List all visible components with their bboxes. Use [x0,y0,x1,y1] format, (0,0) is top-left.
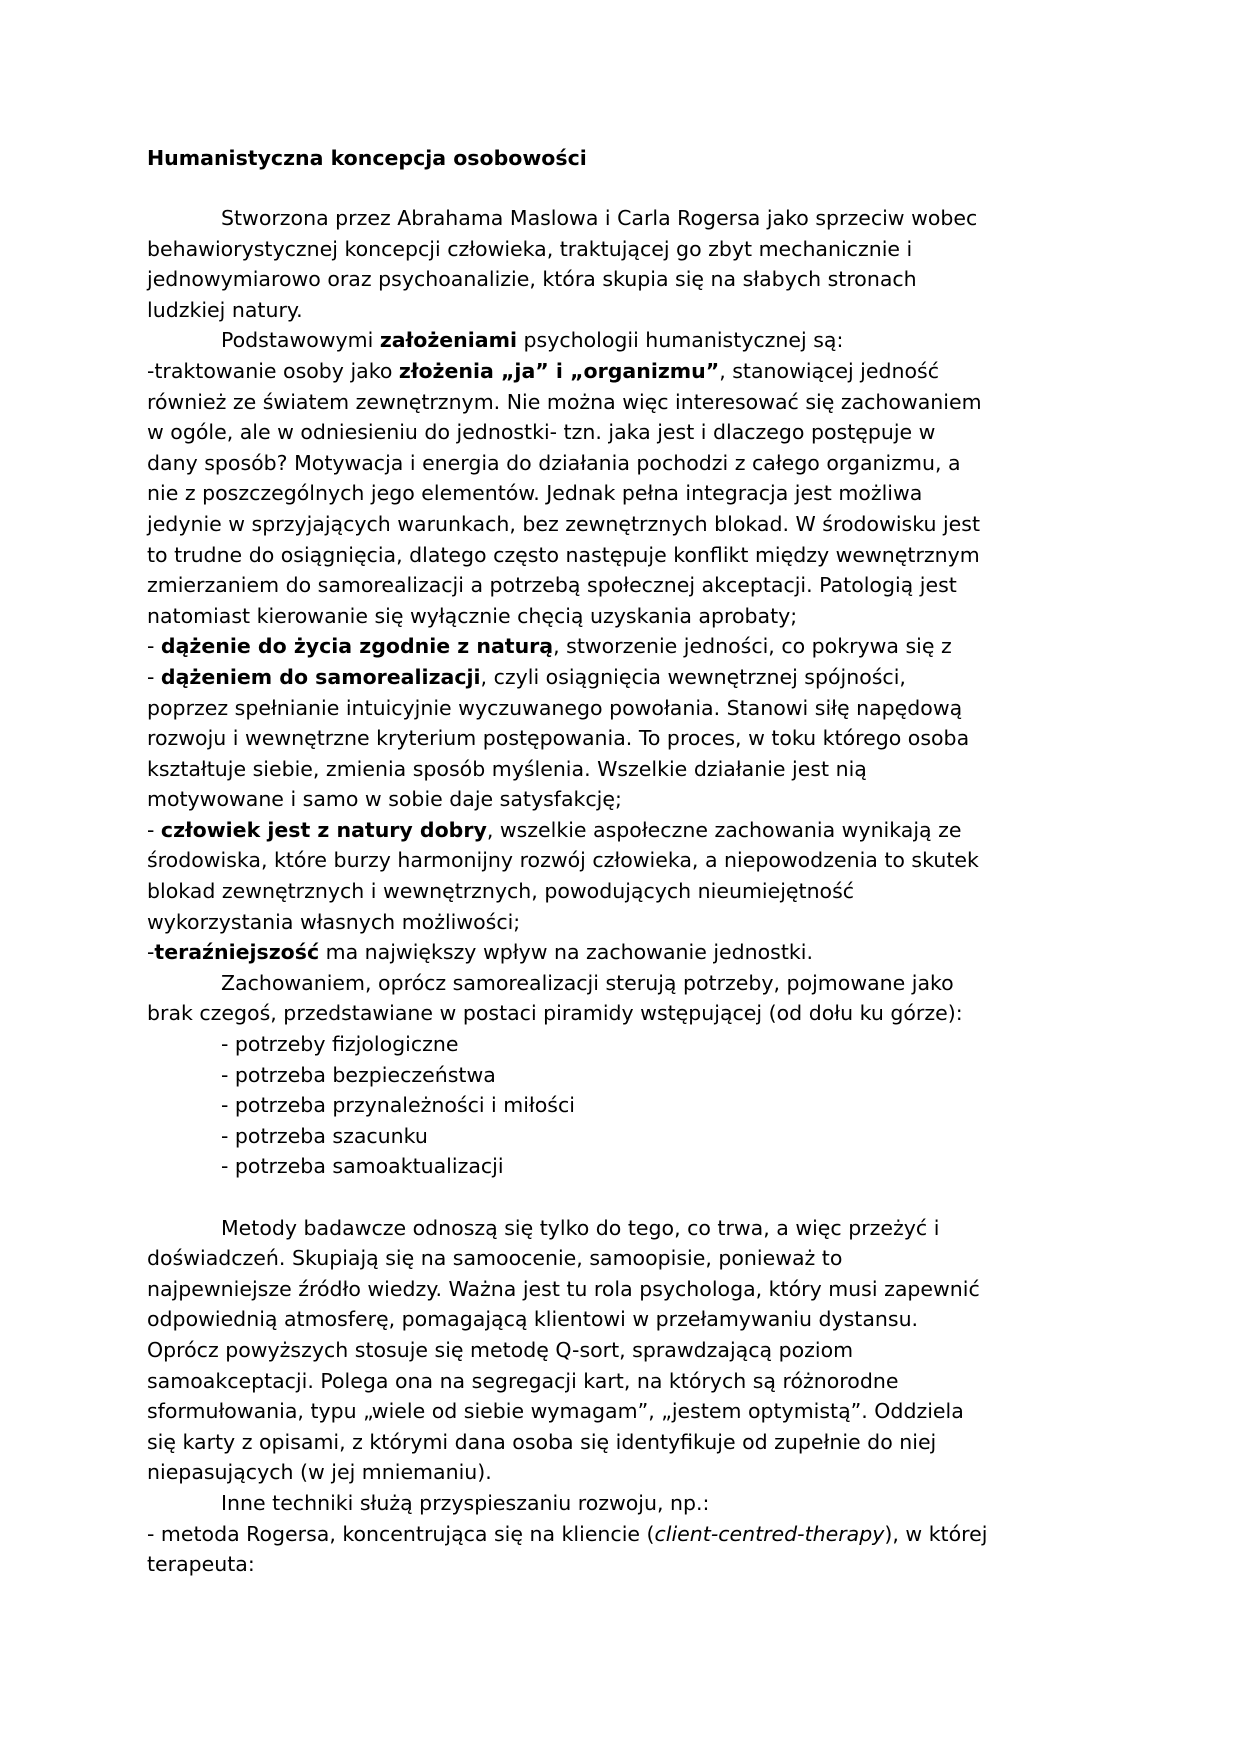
text-line [147,815,1097,846]
text-line: się karty z opisami, z którymi dana osoba się identyfikuje od zupełnie do niej [147,1429,937,1454]
text-line: to trudne do osiągnięcia, dlatego często następuje konflikt między wewnętrznym [147,542,980,567]
text-run: - [147,817,161,842]
needs-intro [147,968,1097,1029]
text-line [147,1519,1097,1550]
needs-list [147,1029,1097,1182]
text-line: dany sposób? Motywacja i energia do działania pochodzi z całego organizmu, a [147,450,961,475]
text-run: ), w której [884,1521,988,1546]
bold-term: człowiek jest z natury dobry [160,817,487,842]
text-line: rozwoju i wewnętrzne kryterium postępowania. To proces, w toku którego osoba [147,726,970,751]
text-line: Inne techniki służą przyspieszaniu rozwoju, np.: [221,1490,710,1515]
text-line: brak czegoś, przedstawiane w postaci piramidy wstępującej (od dołu ku górze): [147,1001,963,1026]
text-line: samoakceptacji. Polega ona na segregacji kart, na których są różnorodne [147,1368,899,1393]
text-line: odpowiednią atmosferę, pomagającą klientowi w przełamywaniu dystansu. [147,1307,919,1332]
intro-paragraph [147,203,1097,325]
assumption-4 [147,815,1097,937]
text-run: -traktowanie osoby jako [147,358,399,383]
list-item: - potrzeba samoaktualizacji [221,1154,504,1179]
techniques-paragraph [147,1488,1097,1580]
text-line: również ze światem zewnętrznym. Nie można więc interesować się zachowaniem [147,389,982,414]
text-line: Oprócz powyższych stosuje się metodę Q-sort, sprawdzającą poziom [147,1337,854,1362]
text-line [147,356,1097,387]
bold-term: założeniami [379,328,517,353]
text-line: ludzkiej natury. [147,297,303,322]
text-run: - [147,940,155,965]
text-run: Podstawowymi [221,328,380,353]
text-run: - [147,664,161,689]
text-run: psychologii humanistycznej są: [517,328,844,353]
list-item: - potrzeby fizjologiczne [221,1032,459,1057]
text-line: blokad zewnętrznych i wewnętrznych, powodujących nieumiejętność [147,879,855,904]
text-line: środowiska, które burzy harmonijny rozwój człowieka, a niepowodzenia to skutek [147,848,979,873]
assumptions-intro [147,325,1097,356]
text-run: - [147,634,161,659]
text-line: doświadczeń. Skupiają się na samoocenie, samoopisie, ponieważ to [147,1246,843,1271]
text-line: poprzez spełnianie intuicyjnie wyczuwanego powołania. Stanowi siłę napędową [147,695,963,720]
document-title: Humanistyczna koncepcja osobowości [147,146,587,170]
text-line: Zachowaniem, oprócz samorealizacji sterują potrzeby, pojmowane jako [221,970,954,995]
text-line: najpewniejsze źródło wiedzy. Ważna jest tu rola psychologa, który musi zapewnić [147,1276,980,1301]
list-item: - potrzeba przynależności i miłości [221,1093,575,1118]
bold-term: dążeniem do samorealizacji [160,664,481,689]
blank-line [147,1182,1097,1213]
bold-term: dążenie do życia zgodnie z naturą [160,634,554,659]
text-line: niepasujących (w jej mniemaniu). [147,1460,492,1485]
italic-term: client-centred-therapy [654,1521,885,1546]
assumption-3 [147,662,1097,815]
assumption-2 [147,631,1097,662]
text-line [147,662,1097,693]
text-line: Metody badawcze odnoszą się tylko do tego, co trwa, a więc przeżyć i [221,1215,940,1240]
list-item: - potrzeba bezpieczeństwa [221,1062,496,1087]
document-page [147,143,1097,1580]
text-line: wykorzystania własnych możliwości; [147,909,521,934]
text-line: motywowane i samo w sobie daje satysfakcję; [147,787,622,812]
text-run: ma największy wpływ na zachowanie jednostki. [319,940,813,965]
text-line: jedynie w sprzyjających warunkach, bez zewnętrznych blokad. W środowisku jest [147,511,980,536]
text-run: , czyli osiągnięcia wewnętrznej spójności, [480,664,906,689]
text-line: natomiast kierowanie się wyłącznie chęcią uzyskania aprobaty; [147,603,798,628]
methods-paragraph [147,1213,1097,1488]
blank-line [147,173,1097,203]
text-line: behawiorystycznej koncepcji człowieka, traktującej go zbyt mechanicznie i [147,236,913,261]
text-line: terapeuta: [147,1552,255,1577]
text-line: Stworzona przez Abrahama Maslowa i Carla Rogersa jako sprzeciw wobec [221,206,978,230]
text-line: jednowymiarowo oraz psychoanalizie, która skupia się na słabych stronach [147,267,917,292]
text-run: - metoda Rogersa, koncentrująca się na kliencie ( [147,1521,655,1546]
bold-term: złożenia „ja” i „organizmu” [398,358,720,383]
list-item: - potrzeba szacunku [221,1123,428,1148]
text-line: zmierzaniem do samorealizacji a potrzebą społecznej akceptacji. Patologią jest [147,573,957,598]
text-line: w ogóle, ale w odniesieniu do jednostki- tzn. jaka jest i dlaczego postępuje w [147,420,936,445]
bold-term: teraźniejszość [154,940,320,965]
text-line: kształtuje siebie, zmienia sposób myślenia. Wszelkie działanie jest nią [147,756,867,781]
text-run: , stworzenie jedności, co pokrywa się z [553,634,952,659]
assumption-1 [147,356,1097,631]
text-run: , wszelkie aspołeczne zachowania wynikają ze [486,817,962,842]
text-line: nie z poszczególnych jego elementów. Jednak pełna integracja jest możliwa [147,481,923,506]
text-line: sformułowania, typu „wiele od siebie wymagam”, „jestem optymistą”. Oddziela [147,1399,964,1424]
assumption-5 [147,937,1097,968]
text-run: , stanowiącej jedność [719,358,939,383]
